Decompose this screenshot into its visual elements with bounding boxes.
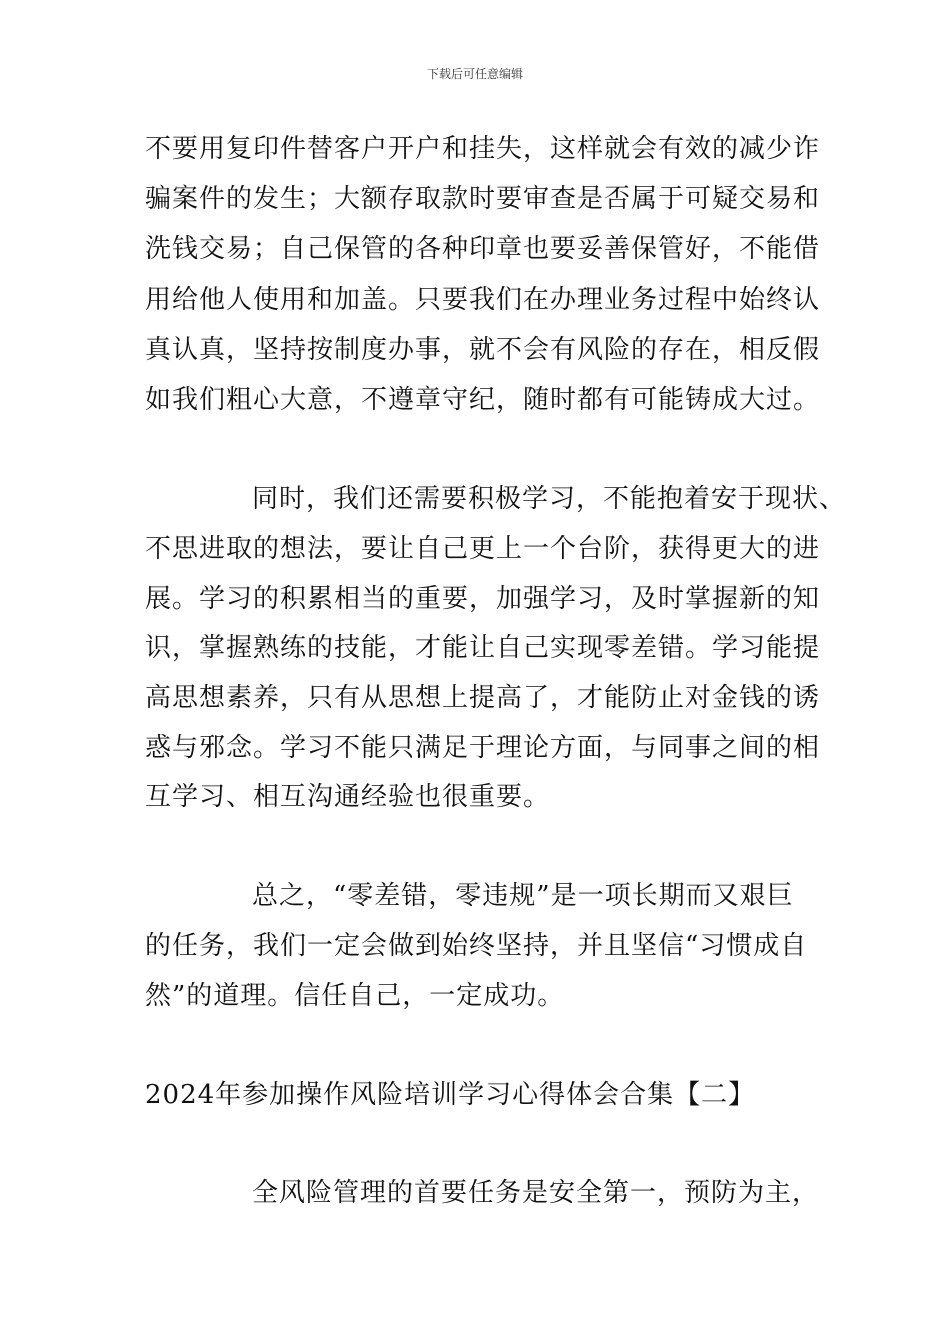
paragraph-2-line-5: 高思想素养，只有从思想上提高了，才能防止对金钱的诱 <box>145 683 821 713</box>
paragraph-1-line-5: 真认真，坚持按制度办事，就不会有风险的存在，相反假 <box>145 335 821 365</box>
paragraph-3-line-3: 然”的道理。信任自己，一定成功。 <box>145 981 565 1011</box>
paragraph-2-line-7: 互学习、相互沟通经验也很重要。 <box>145 782 551 812</box>
closing-line: 全风险管理的首要任务是安全第一，预防为主， <box>252 1178 820 1208</box>
paragraph-1-line-6: 如我们粗心大意，不遵章守纪，随时都有可能铸成大过。 <box>145 385 821 415</box>
paragraph-2-line-3: 展。学习的积累相当的重要，加强学习，及时掌握新的知 <box>145 584 821 614</box>
paragraph-3-line-1: 总之，“零差错，零违规”是一项长期而又艰巨 <box>252 881 794 911</box>
section-heading: 2024年参加操作风险培训学习心得体会合集【二】 <box>145 1080 756 1110</box>
paragraph-1-line-3: 洗钱交易；自己保管的各种印章也要妥善保管好，不能借 <box>145 234 821 264</box>
paragraph-2-line-1: 同时，我们还需要积极学习，不能抱着安于现状、 <box>252 484 847 514</box>
page-header: 下载后可任意编辑 <box>426 67 523 81</box>
paragraph-3-line-2: 的任务，我们一定会做到始终坚持，并且坚信“习惯成自 <box>145 931 808 961</box>
paragraph-1-line-1: 不要用复印件替客户开户和挂失，这样就会有效的减少诈 <box>145 134 821 164</box>
paragraph-2-line-6: 惑与邪念。学习不能只满足于理论方面，与同事之间的相 <box>145 733 821 763</box>
paragraph-2-line-4: 识，掌握熟练的技能，才能让自己实现零差错。学习能提 <box>145 633 821 663</box>
paragraph-1-line-2: 骗案件的发生；大额存取款时要审查是否属于可疑交易和 <box>145 184 821 214</box>
paragraph-2-line-2: 不思进取的想法，要让自己更上一个台阶，获得更大的进 <box>145 534 821 564</box>
paragraph-1-line-4: 用给他人使用和加盖。只要我们在办理业务过程中始终认 <box>145 285 821 315</box>
